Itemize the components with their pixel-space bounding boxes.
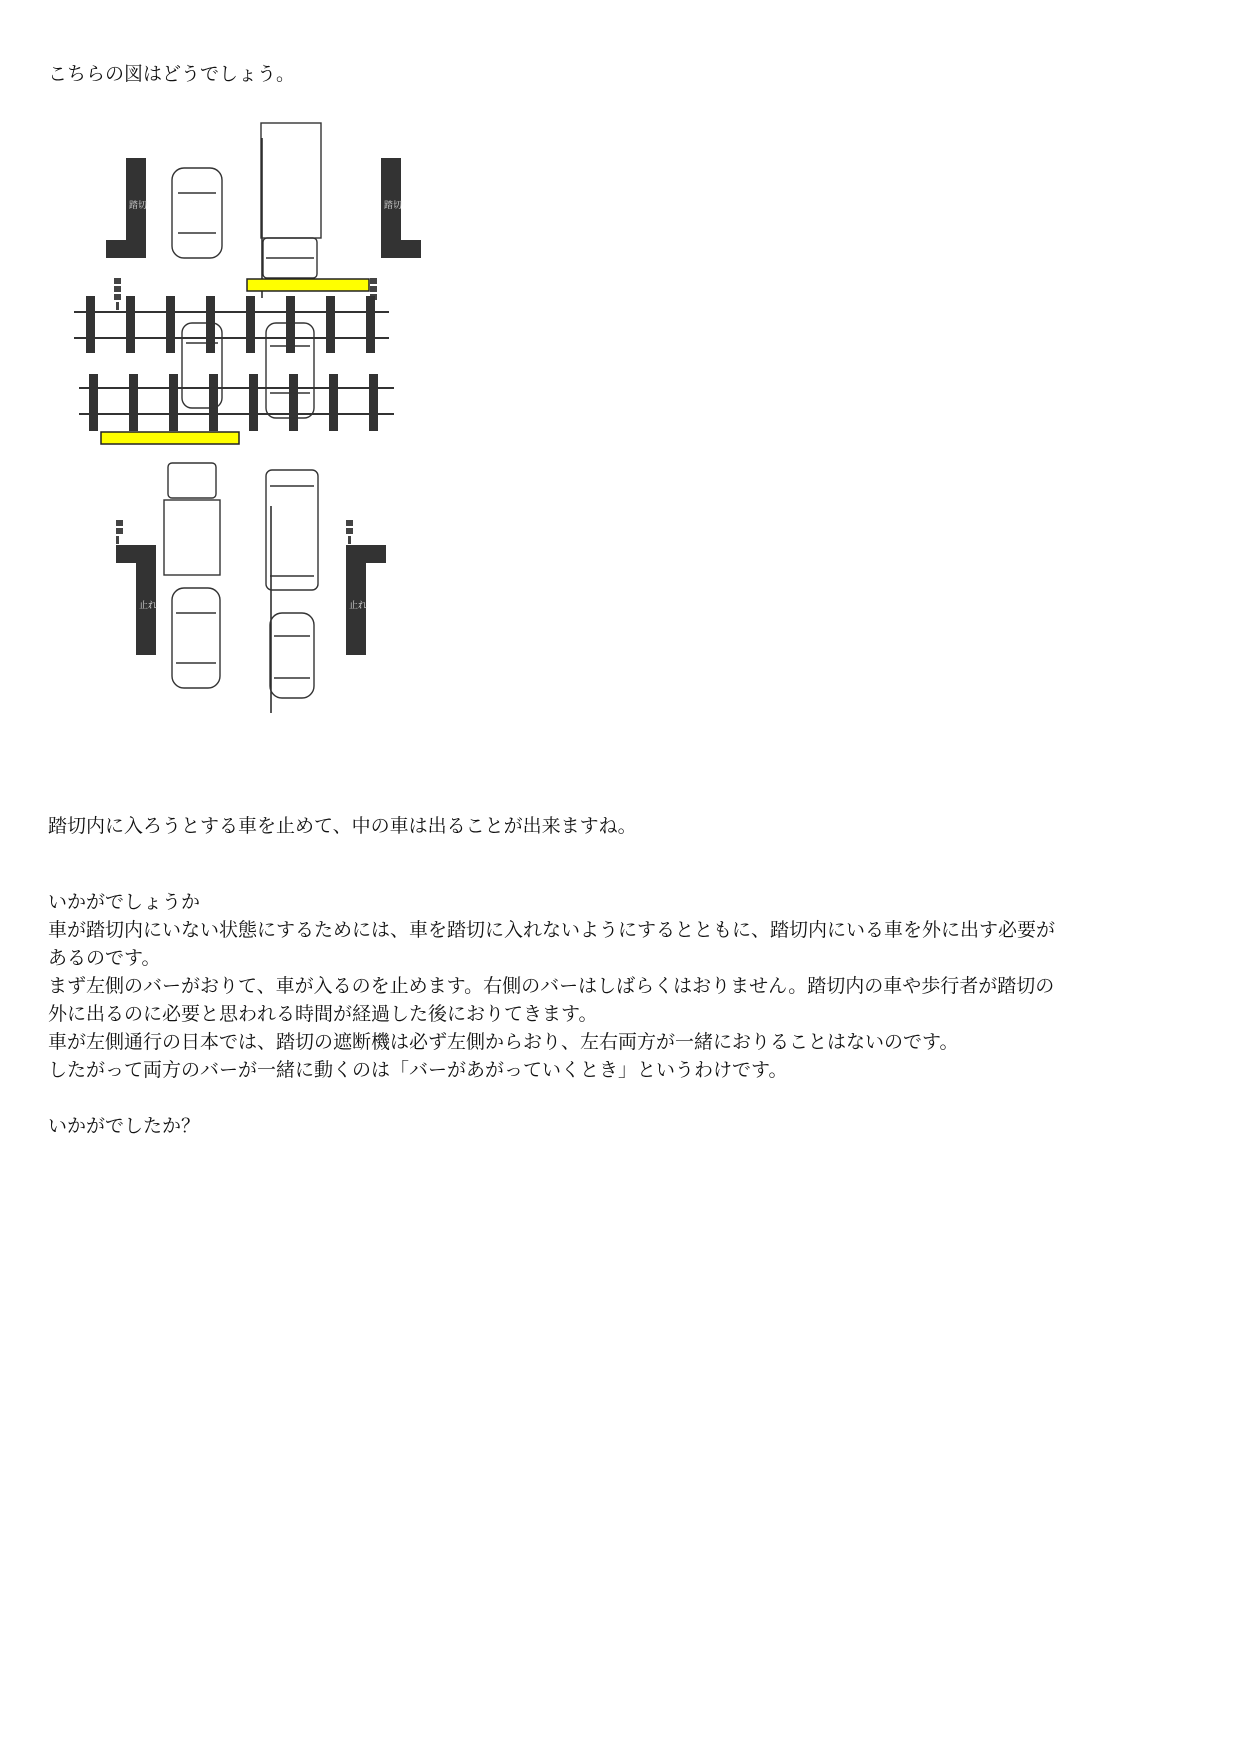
paragraph-line: あるのです。 [48,947,161,969]
paragraph-line: いかがでしょうか [48,891,201,913]
figure-caption: 踏切内に入ろうとする車を止めて、中の車は出ることが出来ますね。 [48,815,637,837]
closing-text: いかがでしたか？ [48,1115,201,1137]
svg-text:踏切: 踏切 [129,201,148,211]
svg-text:止れ: 止れ [349,601,368,611]
paragraph-line: 外に出るのに必要と思われる時間が経過した後におりてきます。 [48,1003,598,1025]
svg-text:止れ: 止れ [139,601,158,611]
svg-text:踏切: 踏切 [384,201,403,211]
crossing-bar-right [247,279,369,291]
paragraph-line: 車が左側通行の日本では、踏切の遮断機は必ず左側からおり、左右両方が一緒におりることはないのです。 [48,1031,959,1053]
crossing-bar-left [101,432,239,444]
railway-crossing-diagram [44,108,524,773]
paragraph-line: まず左側のバーがおりて、車が入るのを止めます。右側のバーはしばらくはおりません。踏切内の車や歩行者が踏切の [48,975,1055,997]
intro-text: こちらの図はどうでしょう。 [48,63,296,85]
paragraph-line: したがって両方のバーが一緒に動くのは「バーがあがっていくとき」というわけです。 [48,1059,788,1081]
paragraph-line: 車が踏切内にいない状態にするためには、車を踏切に入れないようにするとともに、踏切内にいる車を外に出す必要が [48,919,1056,941]
